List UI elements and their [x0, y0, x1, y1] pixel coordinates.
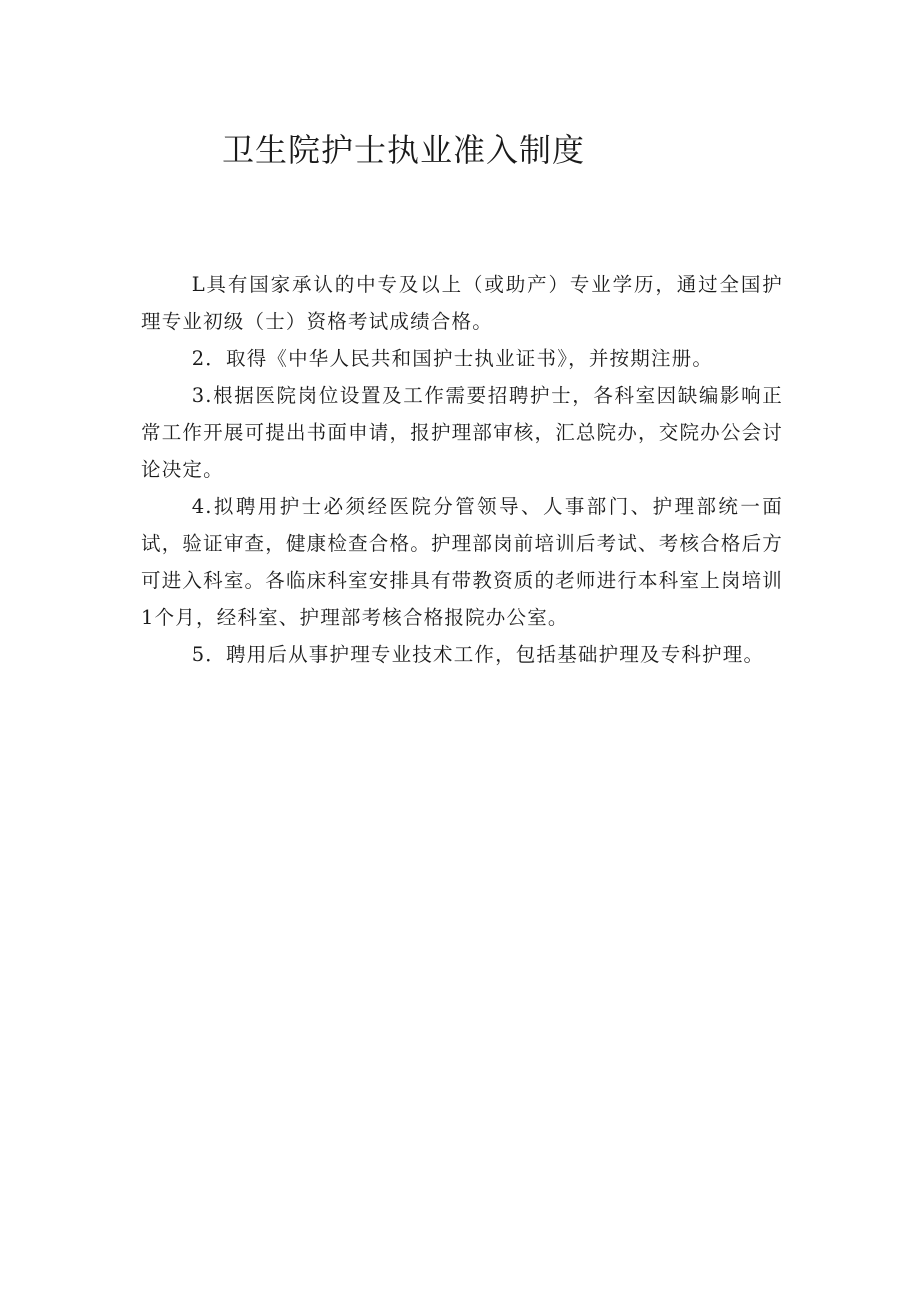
document-title: 卫生院护士执业准入制度 [222, 131, 586, 169]
paragraph-5: 5．聘用后从事护理专业技术工作，包括基础护理及专科护理。 [191, 643, 765, 666]
paragraph-4: 4.拟聘用护士必须经医院分管领导、人事部门、护理部统一面试，验证审查，健康检查合格。护理部岗前培训后考试、考核合格后方可进入科室。各临床科室安排具有带教资质的老师进行本科室上岗培训1个月，经科室、护理部考核合格报院办公室。 [141, 495, 783, 629]
paragraph-2: 2．取得《中华人民共和国护士执业证书》，并按期注册。 [191, 347, 714, 370]
paragraph-1: L具有国家承认的中专及以上（或助产）专业学历，通过全国护理专业初级（士）资格考试成绩合格。 [141, 273, 783, 333]
document-body [141, 266, 783, 673]
paragraph-3: 3.根据医院岗位设置及工作需要招聘护士，各科室因缺编影响正常工作开展可提出书面申请，报护理部审核，汇总院办，交院办公会讨论决定。 [141, 384, 783, 481]
